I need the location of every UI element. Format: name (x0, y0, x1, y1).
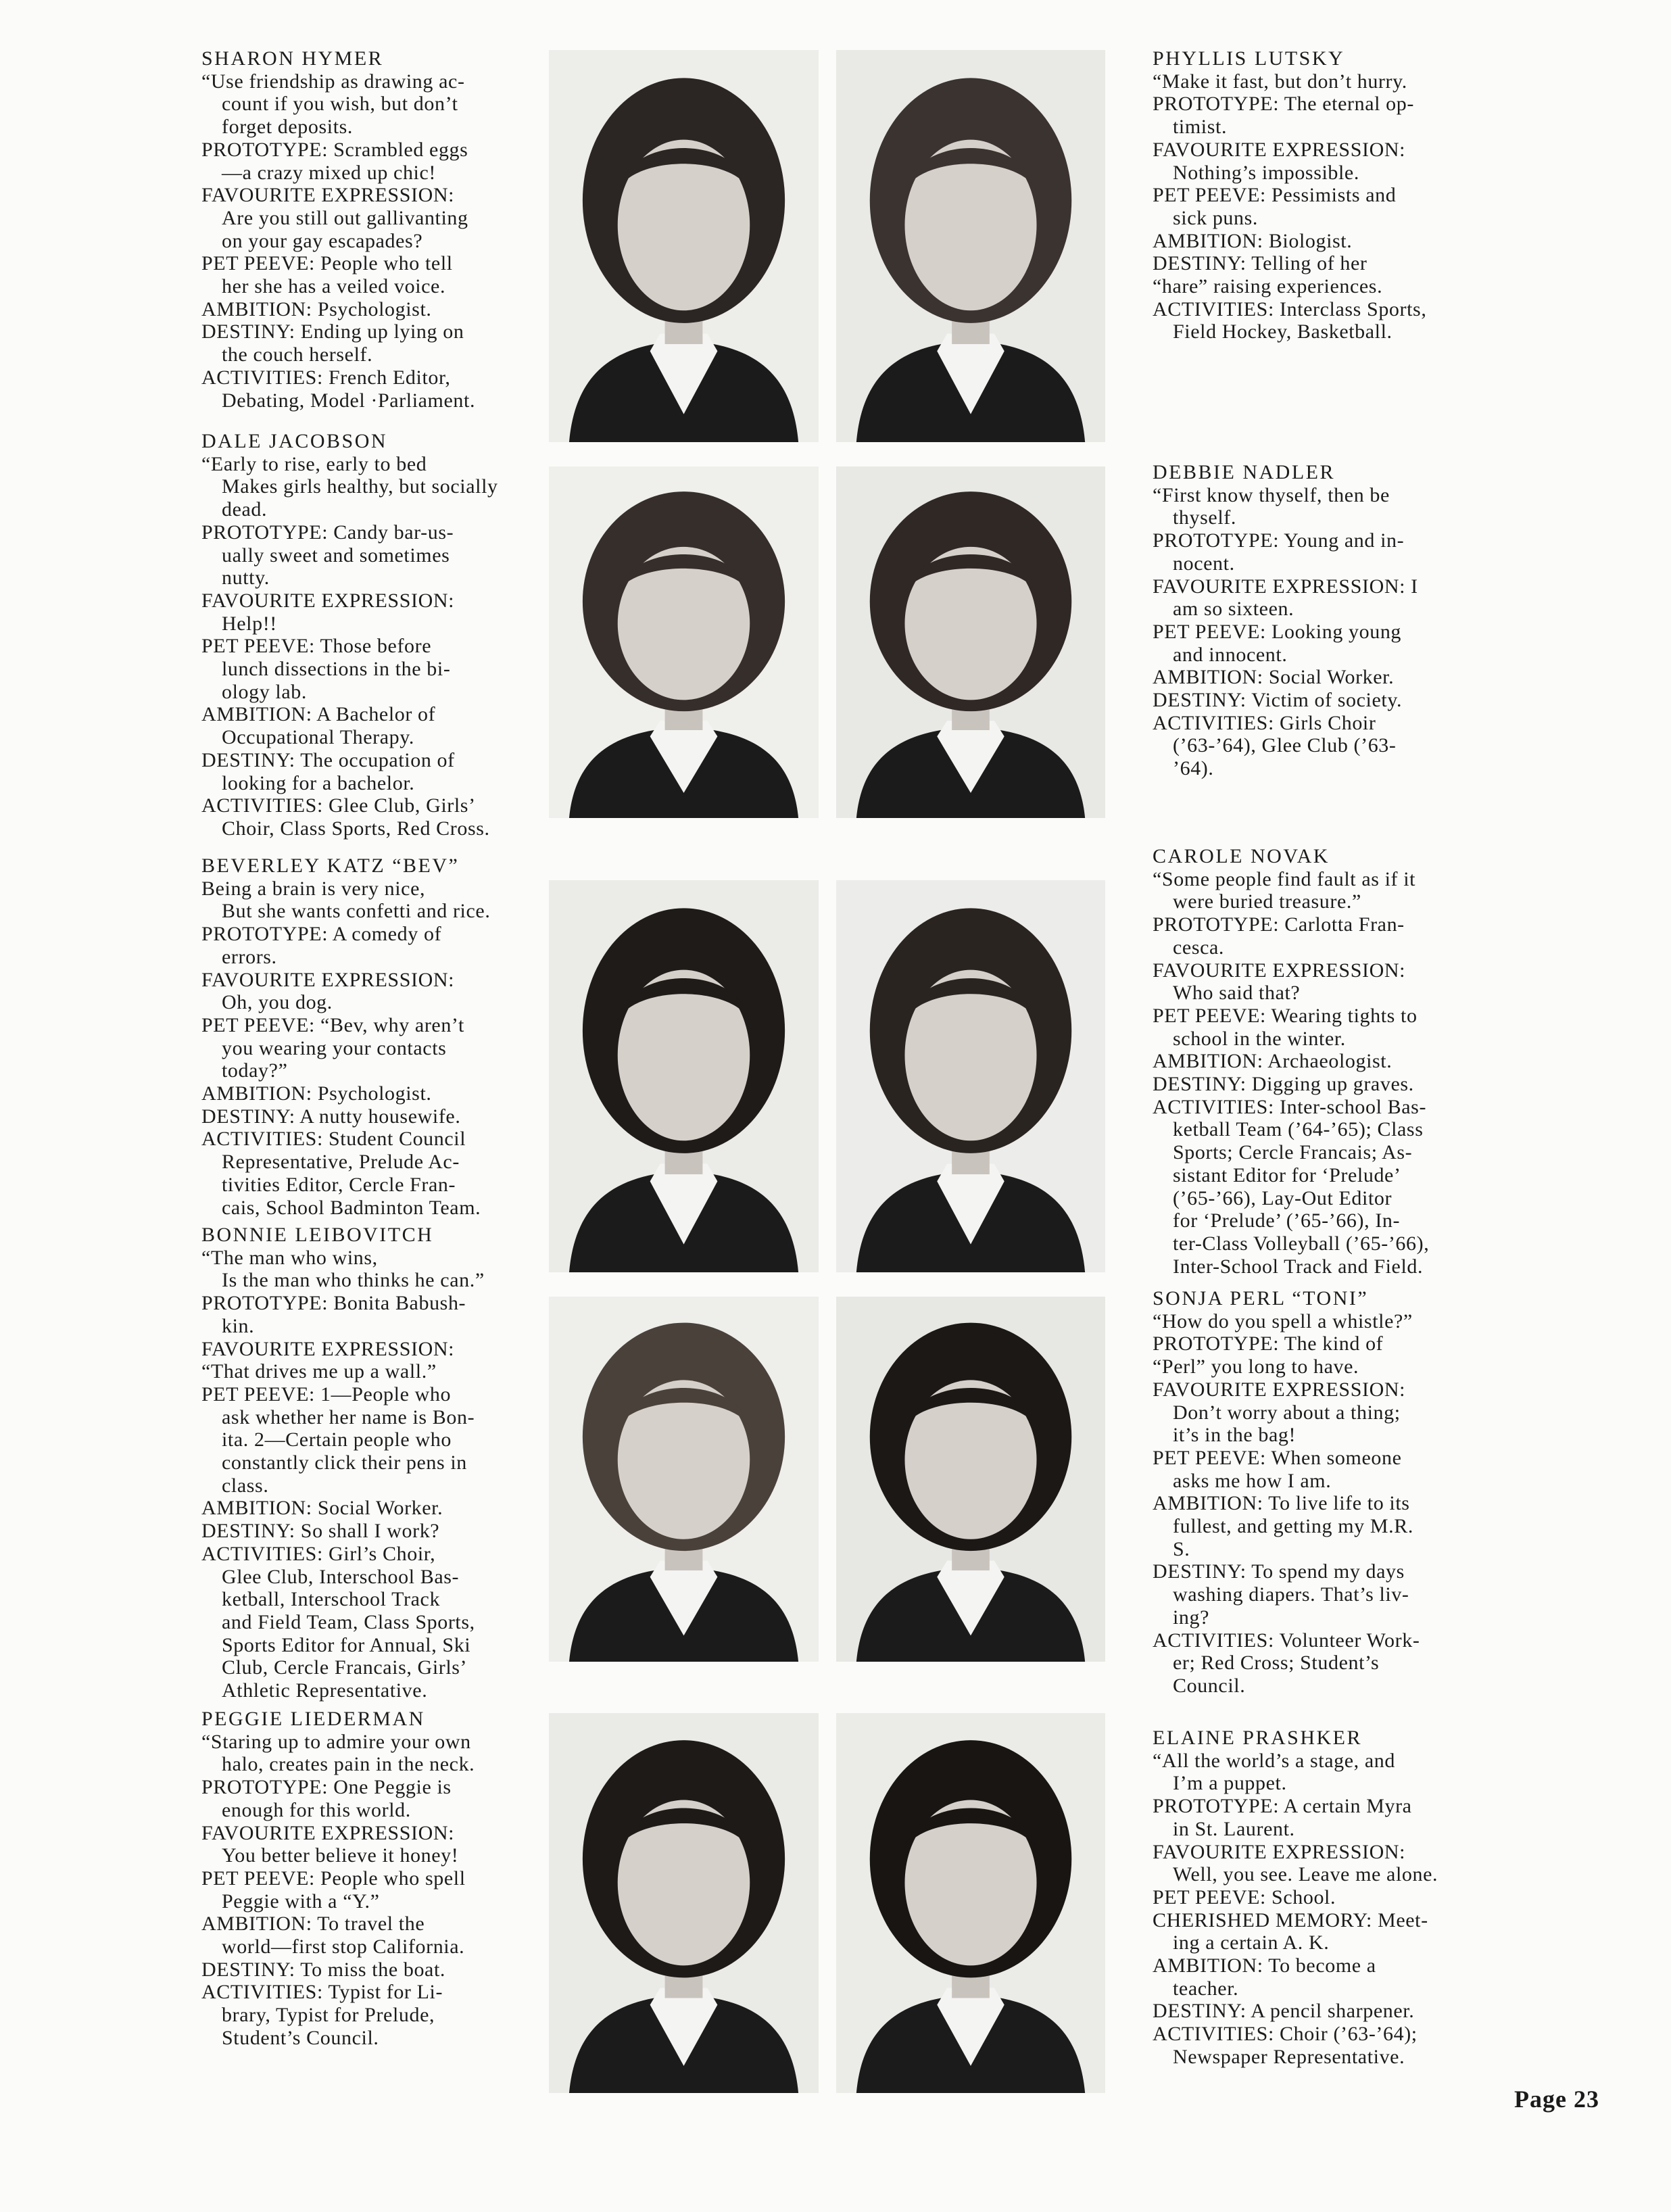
bio-line: PROTOTYPE: Bonita Babush- (201, 1292, 466, 1315)
bio-line: DESTINY: Telling of her (1153, 252, 1367, 275)
bio-line: PROTOTYPE: Young and in- (1153, 529, 1405, 552)
bio-line: AMBITION: A Bachelor of (201, 703, 436, 726)
bio-line: cais, School Badminton Team. (222, 1196, 481, 1219)
bio-line: AMBITION: Social Worker. (201, 1497, 443, 1520)
bio-line: teacher. (1173, 1977, 1239, 2000)
page-number: Page 23 (1514, 2086, 1599, 2113)
bio-line: Club, Cercle Francais, Girls’ (222, 1656, 468, 1679)
bio-line: FAVOURITE EXPRESSION: (201, 1821, 455, 1844)
portrait-photo (836, 50, 1105, 442)
bio-line: DESTINY: Ending up lying on (201, 320, 464, 343)
bio-line: “hare” raising experiences. (1153, 275, 1383, 298)
bio-line: —a crazy mixed up chic! (222, 161, 436, 184)
bio-sharon-hymer (201, 47, 504, 412)
bio-line: DESTINY: A pencil sharpener. (1153, 2000, 1415, 2023)
bio-line: ing? (1173, 1606, 1210, 1629)
bio-line: thyself. (1173, 506, 1236, 529)
bio-line: ter-Class Volleyball (’65-’66), (1173, 1232, 1430, 1255)
bio-line: enough for this world. (222, 1798, 411, 1821)
bio-line: S. (1173, 1537, 1190, 1560)
bio-line: ing a certain A. K. (1173, 1931, 1330, 1954)
bio-line: dead. (222, 498, 268, 521)
student-name: PHYLLIS LUTSKY (1153, 47, 1345, 70)
bio-line: ketball Team (’64-’65); Class (1173, 1118, 1424, 1141)
bio-peggie-liederman (201, 1708, 504, 2050)
portrait-photo (549, 50, 819, 442)
bio-line: “Perl” you long to have. (1153, 1355, 1359, 1378)
bio-line: ACTIVITIES: Glee Club, Girls’ (201, 794, 476, 817)
bio-line: ketball, Interschool Track (222, 1588, 441, 1611)
bio-line: I’m a puppet. (1173, 1772, 1287, 1795)
portrait-photo (836, 880, 1105, 1272)
bio-line: PROTOTYPE: Carlotta Fran- (1153, 913, 1405, 936)
bio-line: Who said that? (1173, 982, 1301, 1005)
bio-line: CHERISHED MEMORY: Meet- (1153, 1908, 1428, 1931)
bio-line: Field Hockey, Basketball. (1173, 320, 1392, 343)
bio-line: PROTOTYPE: Scrambled eggs (201, 138, 468, 161)
portrait-photo (549, 1713, 819, 2093)
bio-line: Help!! (222, 612, 277, 635)
bio-line: Inter-School Track and Field. (1173, 1255, 1424, 1278)
portrait-photo (549, 1297, 819, 1662)
bio-line: “Use friendship as drawing ac- (201, 70, 465, 93)
bio-line: today?” (222, 1059, 288, 1082)
bio-line: Well, you see. Leave me alone. (1173, 1863, 1438, 1886)
bio-sonja-perl (1153, 1287, 1453, 1698)
portrait-photo (836, 1297, 1105, 1662)
bio-line: FAVOURITE EXPRESSION: (1153, 1378, 1406, 1401)
bio-line: count if you wish, but don’t (222, 93, 458, 116)
bio-line: ACTIVITIES: Girl’s Choir, (201, 1542, 436, 1565)
bio-line: “First know thyself, then be (1153, 483, 1390, 506)
bio-line: Choir, Class Sports, Red Cross. (222, 817, 490, 840)
bio-line: on your gay escapades? (222, 229, 423, 252)
bio-line: you wearing your contacts (222, 1036, 447, 1059)
bio-line: PROTOTYPE: A certain Myra (1153, 1795, 1412, 1818)
bio-line: constantly click their pens in (222, 1451, 467, 1474)
bio-beverley-katz (201, 855, 504, 1219)
student-name: CAROLE NOVAK (1153, 845, 1330, 867)
bio-line: ACTIVITIES: Choir (’63-’64); (1153, 2023, 1418, 2046)
bio-line: AMBITION: Psychologist. (201, 297, 432, 320)
bio-line: and innocent. (1173, 643, 1288, 666)
bio-line: brary, Typist for Prelude, (222, 2004, 435, 2027)
portrait-photo (549, 880, 819, 1272)
bio-line: Is the man who thinks he can.” (222, 1269, 485, 1292)
bio-line: DESTINY: Digging up graves. (1153, 1073, 1414, 1096)
bio-line: PET PEEVE: Wearing tights to (1153, 1004, 1418, 1027)
bio-line: nutty. (222, 567, 270, 590)
bio-line: “That drives me up a wall.” (201, 1360, 437, 1383)
bio-line: PET PEEVE: When someone (1153, 1446, 1402, 1469)
student-name: BONNIE LEIBOVITCH (201, 1224, 434, 1246)
bio-line: ACTIVITIES: Interclass Sports, (1153, 297, 1427, 320)
bio-line: asks me how I am. (1173, 1469, 1332, 1492)
bio-line: ACTIVITIES: French Editor, (201, 366, 451, 389)
bio-line: AMBITION: To become a (1153, 1954, 1376, 1977)
bio-line: ita. 2—Certain people who (222, 1428, 452, 1451)
bio-line: “All the world’s a stage, and (1153, 1749, 1395, 1772)
bio-line: PET PEEVE: “Bev, why aren’t (201, 1013, 464, 1036)
bio-line: cesca. (1173, 936, 1225, 959)
bio-line: kin. (222, 1314, 255, 1337)
bio-line: washing diapers. That’s liv- (1173, 1583, 1409, 1606)
bio-line: it’s in the bag! (1173, 1424, 1297, 1447)
bio-line: AMBITION: To live life to its (1153, 1492, 1410, 1515)
bio-line: ask whether her name is Bon- (222, 1405, 475, 1428)
bio-line: PET PEEVE: 1—People who (201, 1382, 452, 1405)
bio-line: DESTINY: To spend my days (1153, 1560, 1405, 1583)
bio-line: DESTINY: Victim of society. (1153, 689, 1403, 712)
bio-line: Glee Club, Interschool Bas- (222, 1565, 460, 1588)
bio-line: FAVOURITE EXPRESSION: (201, 968, 455, 991)
bio-line: “Some people find fault as if it (1153, 867, 1416, 890)
bio-line: FAVOURITE EXPRESSION: I (1153, 575, 1418, 598)
bio-line: Athletic Representative. (222, 1679, 428, 1702)
bio-line: “How do you spell a whistle?” (1153, 1309, 1413, 1332)
bio-line: PROTOTYPE: Candy bar-us- (201, 521, 454, 544)
bio-line: fullest, and getting my M.R. (1173, 1515, 1413, 1538)
bio-dale-jacobson (201, 430, 504, 840)
bio-line: Nothing’s impossible. (1173, 161, 1359, 184)
bio-line: Don’t worry about a thing; (1173, 1401, 1401, 1424)
bio-line: AMBITION: Social Worker. (1153, 666, 1395, 689)
bio-line: Peggie with a “Y.” (222, 1890, 380, 1913)
bio-line: “Staring up to admire your own (201, 1730, 471, 1753)
bio-line: ually sweet and sometimes (222, 544, 450, 567)
bio-line: FAVOURITE EXPRESSION: (201, 1337, 455, 1360)
bio-line: forget deposits. (222, 116, 354, 139)
bio-line: PROTOTYPE: A comedy of (201, 923, 442, 946)
bio-line: AMBITION: To travel the (201, 1913, 425, 1936)
bio-line: nocent. (1173, 552, 1235, 575)
bio-line: Are you still out gallivanting (222, 206, 468, 229)
bio-line: errors. (222, 945, 277, 968)
bio-bonnie-leibovitch (201, 1224, 504, 1702)
bio-line: Sports; Cercle Francais; As- (1173, 1141, 1413, 1164)
bio-line: ology lab. (222, 680, 307, 703)
bio-line: PROTOTYPE: The kind of (1153, 1332, 1384, 1355)
bio-line: (’63-’64), Glee Club (’63- (1173, 734, 1397, 757)
bio-debbie-nadler (1153, 461, 1453, 780)
bio-line: DESTINY: To miss the boat. (201, 1958, 446, 1981)
bio-line: Being a brain is very nice, (201, 877, 426, 900)
bio-line: er; Red Cross; Student’s (1173, 1652, 1380, 1675)
student-name: BEVERLEY KATZ “BEV” (201, 855, 460, 877)
bio-line: PROTOTYPE: One Peggie is (201, 1776, 452, 1799)
bio-line: looking for a bachelor. (222, 771, 415, 794)
portrait-photo (549, 466, 819, 818)
bio-line: Debating, Model ·Parliament. (222, 389, 476, 412)
student-name: DALE JACOBSON (201, 430, 388, 452)
bio-line: “Early to rise, early to bed (201, 452, 427, 475)
bio-line: ACTIVITIES: Girls Choir (1153, 711, 1376, 734)
bio-line: halo, creates pain in the neck. (222, 1753, 475, 1776)
bio-line: the couch herself. (222, 343, 373, 366)
bio-line: PET PEEVE: People who tell (201, 252, 453, 275)
bio-line: DESTINY: A nutty housewife. (201, 1105, 461, 1128)
student-name: PEGGIE LIEDERMAN (201, 1708, 425, 1730)
bio-line: ACTIVITIES: Student Council (201, 1128, 466, 1151)
bio-line: and Field Team, Class Sports, (222, 1610, 475, 1633)
bio-line: Representative, Prelude Ac- (222, 1151, 460, 1174)
bio-line: Council. (1173, 1674, 1246, 1697)
bio-line: (’65-’66), Lay-Out Editor (1173, 1186, 1392, 1209)
bio-line: her she has a veiled voice. (222, 275, 446, 298)
bio-line: lunch dissections in the bi- (222, 658, 451, 681)
bio-line: But she wants confetti and rice. (222, 900, 491, 923)
bio-line: ACTIVITIES: Typist for Li- (201, 1981, 443, 2004)
bio-line: Occupational Therapy. (222, 726, 414, 749)
bio-line: Sports Editor for Annual, Ski (222, 1633, 471, 1656)
bio-line: PET PEEVE: Pessimists and (1153, 184, 1397, 207)
student-name: ELAINE PRASHKER (1153, 1727, 1363, 1749)
bio-line: for ‘Prelude’ (’65-’66), In- (1173, 1209, 1401, 1232)
bio-line: Makes girls healthy, but socially (222, 475, 498, 498)
bio-line: were buried treasure.” (1173, 890, 1361, 913)
bio-elaine-prashker (1153, 1727, 1453, 2069)
bio-line: AMBITION: Psychologist. (201, 1082, 432, 1105)
student-name: DEBBIE NADLER (1153, 461, 1335, 483)
bio-line: PROTOTYPE: The eternal op- (1153, 93, 1414, 116)
bio-line: school in the winter. (1173, 1027, 1346, 1050)
bio-phyllis-lutsky (1153, 47, 1453, 343)
bio-line: FAVOURITE EXPRESSION: (1153, 138, 1406, 161)
bio-line: in St. Laurent. (1173, 1817, 1295, 1840)
bio-line: ’64). (1173, 757, 1214, 780)
bio-line: DESTINY: So shall I work? (201, 1520, 440, 1543)
portrait-photo (836, 1713, 1105, 2093)
bio-line: PET PEEVE: Looking young (1153, 620, 1402, 643)
bio-line: Student’s Council. (222, 2026, 379, 2049)
bio-line: world—first stop California. (222, 1936, 465, 1958)
bio-line: AMBITION: Biologist. (1153, 229, 1353, 252)
bio-line: FAVOURITE EXPRESSION: (201, 589, 455, 612)
bio-line: “The man who wins, (201, 1246, 378, 1269)
bio-line: DESTINY: The occupation of (201, 748, 455, 771)
bio-line: PET PEEVE: School. (1153, 1885, 1336, 1908)
bio-line: Newspaper Representative. (1173, 2045, 1405, 2068)
bio-line: AMBITION: Archaeologist. (1153, 1050, 1392, 1073)
bio-line: “Make it fast, but don’t hurry. (1153, 70, 1407, 93)
bio-line: class. (222, 1474, 269, 1497)
bio-line: Oh, you dog. (222, 991, 333, 1014)
student-name: SONJA PERL “TONI” (1153, 1287, 1369, 1309)
portrait-photo (836, 466, 1105, 818)
bio-line: FAVOURITE EXPRESSION: (201, 184, 455, 207)
bio-carole-novak (1153, 845, 1453, 1278)
bio-line: You better believe it honey! (222, 1844, 459, 1867)
bio-line: ACTIVITIES: Inter-school Bas- (1153, 1095, 1427, 1118)
bio-line: am so sixteen. (1173, 598, 1294, 621)
bio-line: FAVOURITE EXPRESSION: (1153, 1840, 1406, 1863)
bio-line: sistant Editor for ‘Prelude’ (1173, 1163, 1401, 1186)
bio-line: PET PEEVE: People who spell (201, 1867, 466, 1890)
bio-line: ACTIVITIES: Volunteer Work- (1153, 1629, 1420, 1652)
bio-line: timist. (1173, 116, 1228, 139)
student-name: SHARON HYMER (201, 47, 384, 70)
bio-line: sick puns. (1173, 206, 1258, 229)
bio-line: FAVOURITE EXPRESSION: (1153, 959, 1406, 982)
bio-line: PET PEEVE: Those before (201, 635, 432, 658)
bio-line: tivities Editor, Cercle Fran- (222, 1173, 456, 1196)
